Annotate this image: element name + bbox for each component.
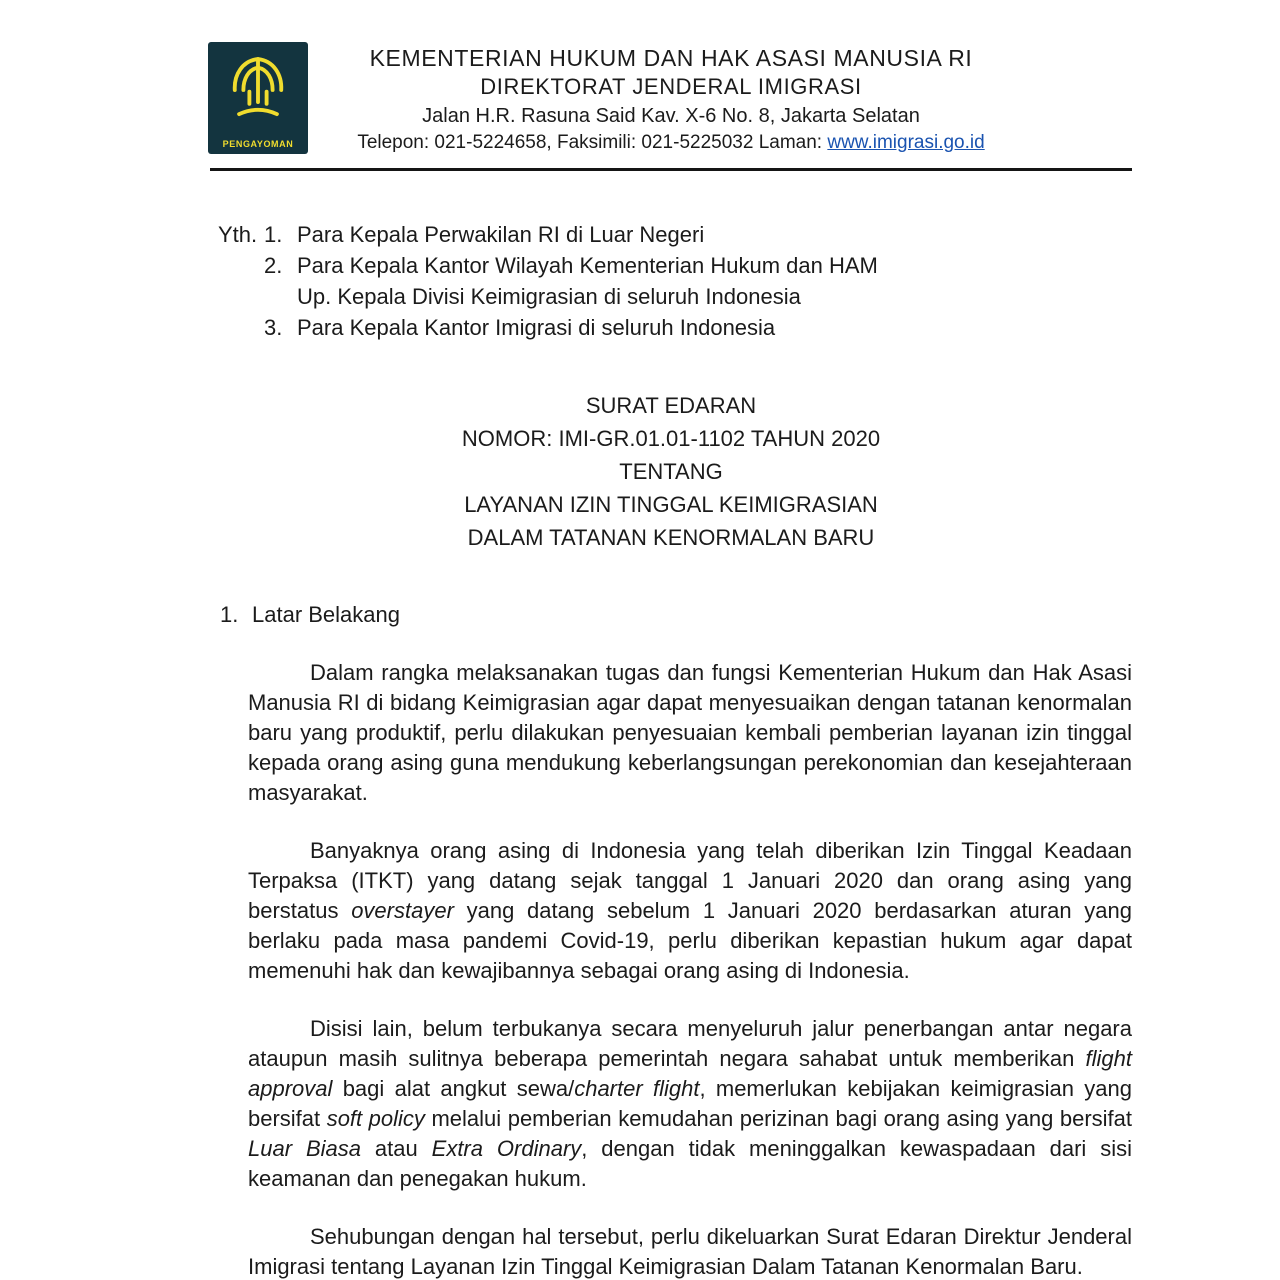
pengayoman-emblem-icon (215, 48, 301, 137)
addressee-block (210, 219, 1132, 343)
paragraph-2: Banyaknya orang asing di Indonesia yang telah diberikan Izin Tinggal Keadaan Terpaksa (ITKT) yang datang sejak tanggal 1 Januari 2020 dan orang asing yang berstatus overstayer yang datang sebelum 1 Januari 2020 berdasarkan aturan yang berlaku pada masa pandemi Covid-19, perlu diberikan kepastian hukum agar dapat memenuhi hak dan kewajibannya sebagai orang asing di Indonesia. (248, 838, 1132, 983)
paragraph-4: Sehubungan dengan hal tersebut, perlu dikeluarkan Surat Edaran Direktur Jenderal Imigrasi tentang Layanan Izin Tinggal Keimigrasian Dalam Tatanan Kenormalan Baru. (248, 1224, 1132, 1279)
title-subject-line1: LAYANAN IZIN TINGGAL KEIMIGRASIAN (464, 492, 878, 517)
paragraph-3: Disisi lain, belum terbukanya secara menyeluruh jalur penerbangan antar negara ataupun masih sulitnya beberapa pemerintah negara sahabat untuk memberikan flight approval bagi alat angkut sewa/charter flight, memerlukan kebijakan keimigrasian yang bersifat soft policy melalui pemberian kemudahan perizinan bagi orang asing yang bersifat Luar Biasa atau Extra Ordinary, dengan tidak meninggalkan kewaspadaan dari sisi keamanan dan penegakan hukum. (248, 1016, 1132, 1191)
addressee-number: 2. (264, 253, 283, 278)
addressee-item (218, 250, 1132, 312)
directorate-name: DIREKTORAT JENDERAL IMIGRASI (480, 74, 862, 99)
document-number: NOMOR: IMI-GR.01.01-1102 TAHUN 2020 (461, 426, 881, 451)
letterhead-text (210, 42, 1132, 156)
logo-caption: PENGAYOMAN (222, 139, 294, 149)
contact-text: Telepon: 021-5224658, Faksimili: 021-5225032 Laman: (357, 132, 828, 153)
title-tentang: TENTANG (619, 459, 723, 484)
section-title: Latar Belakang (252, 602, 400, 627)
contact-line (210, 130, 1132, 156)
addressee-number: 3. (264, 315, 283, 340)
addressee-number: 1. (264, 222, 283, 247)
document-title: SURAT EDARAN (585, 393, 757, 418)
paragraph-1: Dalam rangka melaksanakan tugas dan fungsi Kementerian Hukum dan Hak Asasi Manusia RI di bidang Keimigrasian agar dapat menyesuaikan dengan tatanan kenormalan baru yang produktif, perlu dilakukan penyesuaian kembali pemberian layanan izin tinggal kepada orang asing guna mendukung keberlangsungan perekonomian dan kesejahteraan masyarakat. (248, 660, 1132, 805)
ministry-logo (208, 42, 308, 154)
ministry-name: KEMENTERIAN HUKUM DAN HAK ASASI MANUSIA RI (369, 45, 973, 71)
addressee-item (218, 219, 1132, 250)
addressee-text: Para Kepala Kantor Imigrasi di seluruh Indonesia (297, 315, 776, 340)
website-link[interactable]: www.imigrasi.go.id (827, 132, 985, 153)
letterhead-divider (210, 168, 1132, 171)
section-number: 1. (220, 602, 239, 627)
addressee-item (218, 312, 1132, 343)
addressee-label: Yth. (218, 222, 258, 247)
letterhead (210, 42, 1132, 158)
section-heading (210, 600, 1132, 630)
address-line: Jalan H.R. Rasuna Said Kav. X-6 No. 8, Jakarta Selatan (422, 105, 920, 127)
document-title-block (210, 389, 1132, 554)
title-subject-line2: DALAM TATANAN KENORMALAN BARU (467, 525, 875, 550)
addressee-text: Para Kepala Kantor Wilayah Kementerian Hukum dan HAM Up. Kepala Divisi Keimigrasian di seluruh Indonesia (297, 253, 878, 309)
addressee-text: Para Kepala Perwakilan RI di Luar Negeri (297, 222, 705, 247)
